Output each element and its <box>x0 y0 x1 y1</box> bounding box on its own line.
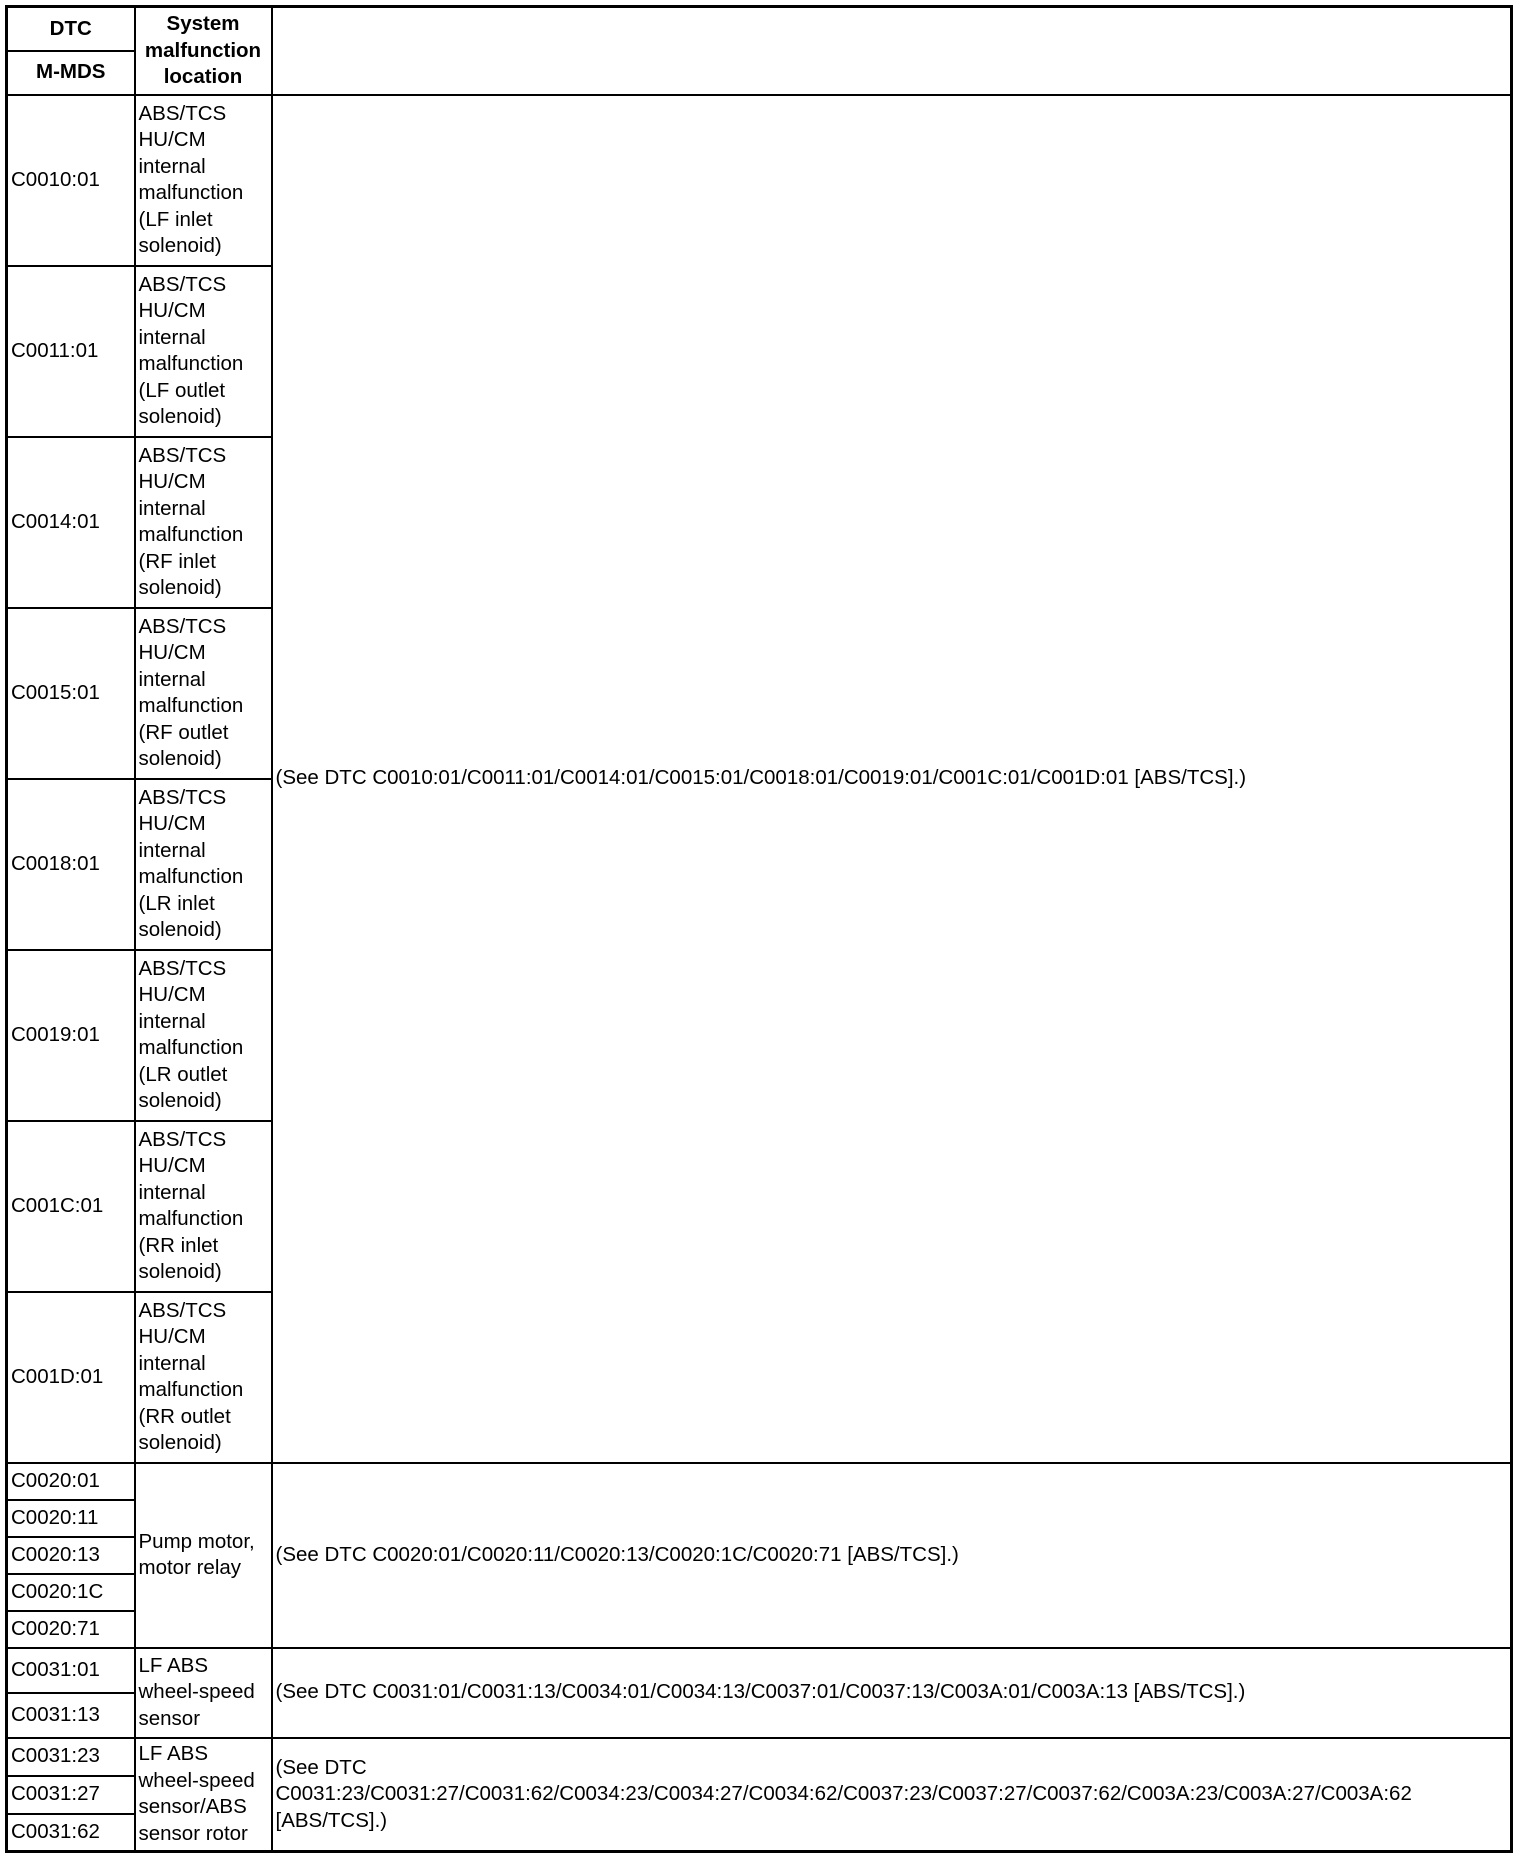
dtc-code: C0014:01 <box>7 437 135 608</box>
malfunction-location: ABS/TCS HU/CM internal malfunction (LR inlet solenoid) <box>135 779 272 950</box>
dtc-code: C0031:23 <box>7 1738 135 1776</box>
header-mmds: M-MDS <box>7 51 135 95</box>
dtc-code: C0011:01 <box>7 266 135 437</box>
malfunction-location: ABS/TCS HU/CM internal malfunction (RF inlet solenoid) <box>135 437 272 608</box>
malfunction-location: ABS/TCS HU/CM internal malfunction (RR inlet solenoid) <box>135 1121 272 1292</box>
malfunction-location: ABS/TCS HU/CM internal malfunction (LR outlet solenoid) <box>135 950 272 1121</box>
reference-text: (See DTC C0020:01/C0020:11/C0020:13/C0020:1C/C0020:71 [ABS/TCS].) <box>272 1463 1512 1648</box>
table-row <box>7 1463 1512 1500</box>
dtc-code: C0031:01 <box>7 1648 135 1693</box>
dtc-code: C0010:01 <box>7 95 135 266</box>
dtc-code: C0018:01 <box>7 779 135 950</box>
dtc-code: C0020:71 <box>7 1611 135 1648</box>
malfunction-location: Pump motor, motor relay <box>135 1463 272 1648</box>
dtc-code: C0031:27 <box>7 1776 135 1814</box>
dtc-code: C001C:01 <box>7 1121 135 1292</box>
dtc-code: C0020:13 <box>7 1537 135 1574</box>
table-row <box>7 95 1512 266</box>
header-dtc: DTC <box>7 7 135 51</box>
dtc-code: C0031:13 <box>7 1693 135 1738</box>
malfunction-location: LF ABS wheel-speed sensor <box>135 1648 272 1738</box>
dtc-code: C0020:11 <box>7 1500 135 1537</box>
dtc-code: C0019:01 <box>7 950 135 1121</box>
dtc-table <box>5 5 1513 1853</box>
dtc-code: C0020:01 <box>7 1463 135 1500</box>
malfunction-location: LF ABS wheel-speed sensor/ABS sensor rotor <box>135 1738 272 1852</box>
reference-text: (See DTC C0031:01/C0031:13/C0034:01/C0034:13/C0037:01/C0037:13/C003A:01/C003A:13 [ABS/TCS].) <box>272 1648 1512 1738</box>
malfunction-location: ABS/TCS HU/CM internal malfunction (LF outlet solenoid) <box>135 266 272 437</box>
table-row <box>7 1648 1512 1693</box>
table-row <box>7 1738 1512 1776</box>
dtc-code: C0015:01 <box>7 608 135 779</box>
header-blank <box>272 7 1512 95</box>
malfunction-location: ABS/TCS HU/CM internal malfunction (RF outlet solenoid) <box>135 608 272 779</box>
reference-text: (See DTC C0031:23/C0031:27/C0031:62/C0034:23/C0034:27/C0034:62/C0037:23/C0037:27/C0037:62/C003A:23/C003A:27/C003A:62 [ABS/TCS].) <box>272 1738 1512 1852</box>
reference-text: (See DTC C0010:01/C0011:01/C0014:01/C0015:01/C0018:01/C0019:01/C001C:01/C001D:01 [ABS/TCS].) <box>272 95 1512 1463</box>
dtc-code: C0031:62 <box>7 1814 135 1852</box>
dtc-code: C001D:01 <box>7 1292 135 1463</box>
malfunction-location: ABS/TCS HU/CM internal malfunction (RR outlet solenoid) <box>135 1292 272 1463</box>
malfunction-location: ABS/TCS HU/CM internal malfunction (LF inlet solenoid) <box>135 95 272 266</box>
dtc-code: C0020:1C <box>7 1574 135 1611</box>
header-location: System malfunction location <box>135 7 272 95</box>
